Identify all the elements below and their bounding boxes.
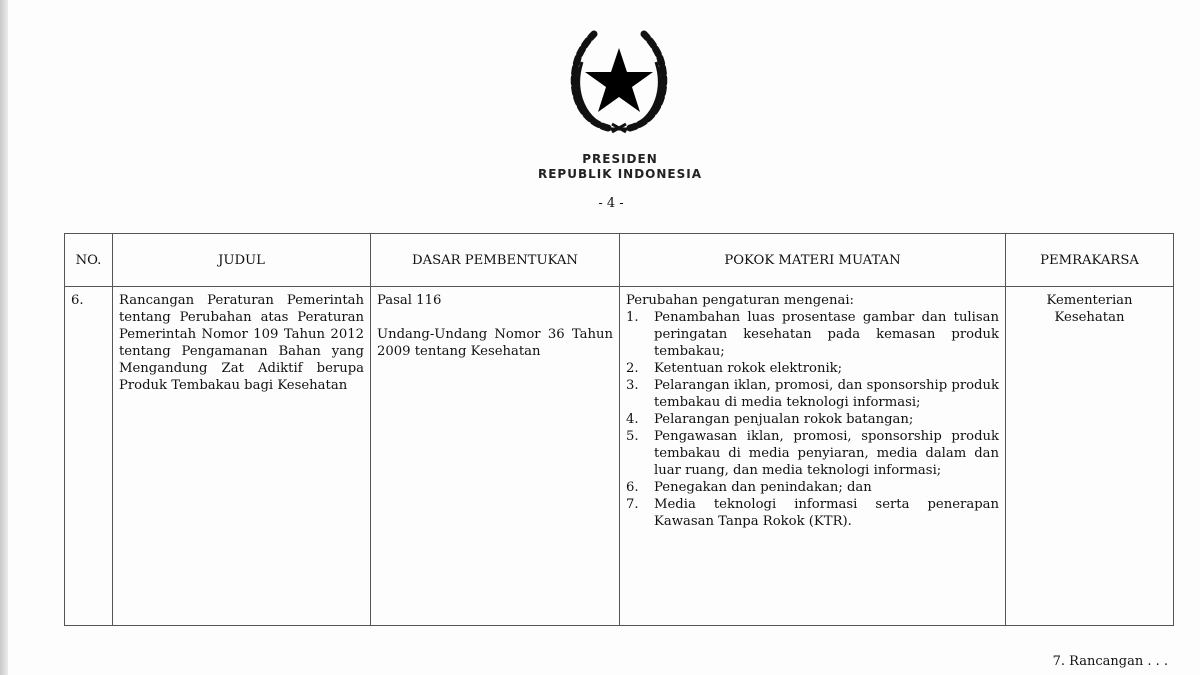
garuda-star-wreath-emblem-icon: [564, 28, 674, 138]
dasar-pasal: Pasal 116: [377, 293, 442, 308]
program-table: [64, 233, 1174, 626]
column-header-pokok: POKOK MATERI MUATAN: [620, 234, 1006, 287]
letterhead-title: PRESIDEN: [582, 152, 658, 166]
list-item: 4. Pelarangan penjualan rokok batangan;: [626, 412, 914, 427]
cell-pemrakarsa: [1006, 287, 1174, 626]
column-header-no: NO.: [65, 234, 113, 287]
pemrakarsa-line-1: Kementerian: [1046, 293, 1133, 308]
list-item: 2. Ketentuan rokok elektronik;: [626, 361, 843, 376]
dasar-undang-undang: Undang-Undang Nomor 36 Tahun 2009 tentang Kesehatan: [377, 327, 613, 359]
cell-pokok: [620, 287, 1006, 626]
list-item: 3. Pelarangan iklan, promosi, dan sponsorship produk tembakau di media teknologi informasi;: [626, 378, 999, 410]
table-row: [65, 287, 1174, 626]
continuation-footer: 7. Rancangan . . .: [1052, 654, 1168, 669]
list-item: 5. Pengawasan iklan, promosi, sponsorship produk tembakau di media penyiaran, media dalam dan luar ruang, dan media teknologi informasi;: [626, 429, 999, 478]
table-header-row: [65, 234, 1174, 287]
list-item: 1. Penambahan luas prosentase gambar dan tulisan peringatan kesehatan pada kemasan produk tembakau;: [626, 310, 999, 359]
page-edge-shadow: [0, 0, 8, 675]
list-item: 7. Media teknologi informasi serta penerapan Kawasan Tanpa Rokok (KTR).: [626, 497, 999, 529]
list-item: 6. Penegakan dan penindakan; dan: [626, 480, 872, 495]
cell-dasar: [371, 287, 620, 626]
letterhead-subtitle: REPUBLIK INDONESIA: [537, 167, 702, 181]
cell-no: 6.: [65, 287, 113, 626]
column-header-dasar: DASAR PEMBENTUKAN: [371, 234, 620, 287]
column-header-pemrakarsa: PEMRAKARSA: [1006, 234, 1174, 287]
pokok-list: [626, 309, 999, 530]
column-header-judul: JUDUL: [113, 234, 371, 287]
page-number: - 4 -: [598, 196, 624, 211]
pokok-intro: Perubahan pengaturan mengenai:: [626, 293, 854, 308]
cell-judul: Rancangan Peraturan Pemerintah tentang Perubahan atas Peraturan Pemerintah Nomor 109 Tahun 2012 tentang Pengamanan Bahan yang Mengandung Zat Adiktif berupa Produk Tembakau bagi Kesehatan: [113, 287, 371, 626]
pemrakarsa-line-2: Kesehatan: [1054, 310, 1125, 325]
